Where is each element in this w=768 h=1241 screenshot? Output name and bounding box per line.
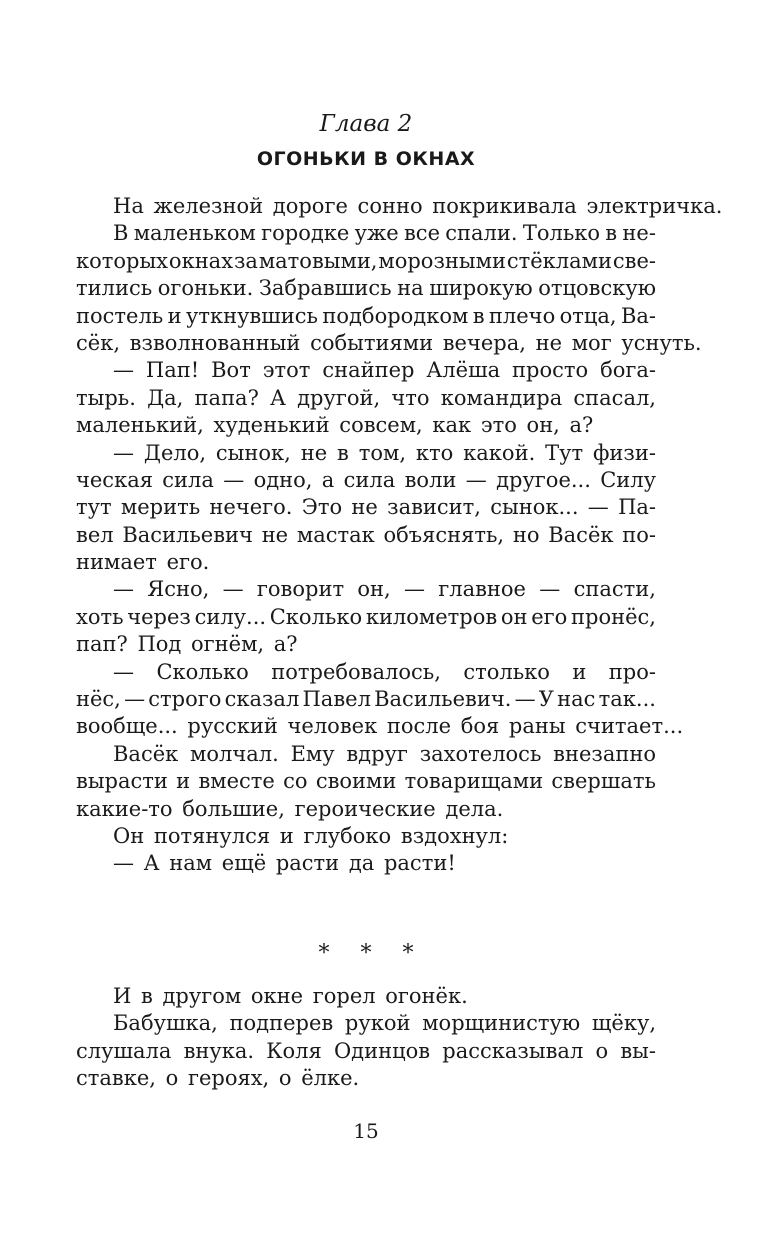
text-line: сёк, взволнованный событиями вечера, не мог уснуть. — [76, 330, 702, 355]
text-line: ческая сила — одно, а сила воли — другое... Силу — [76, 467, 656, 492]
text-line: Васёк молчал. Ему вдруг захотелось внезапно — [113, 741, 656, 766]
text-line: хоть через силу... Сколько километров он его пронёс, — [76, 604, 656, 629]
text-line: пап? Под огнём, а? — [76, 632, 298, 657]
book-page — [76, 0, 723, 1241]
body-text-section-2 — [76, 983, 656, 1093]
text-line: — Ясно, — говорит он, — главное — спасти, — [113, 577, 656, 602]
text-line: — Пап! Вот этот снайпер Алёша просто бога- — [113, 358, 656, 383]
text-line: Он потянулся и глубоко вздохнул: — [113, 823, 509, 848]
text-line: Бабушка, подперев рукой морщинистую щёку, — [113, 1011, 656, 1036]
text-line: тут мерить нечего. Это не зависит, сынок... — Па- — [76, 495, 656, 520]
chapter-title: ОГОНЬКИ В ОКНАХ — [256, 148, 476, 170]
text-line: нёс, — строго сказал Павел Васильевич. — У нас так... — [76, 687, 656, 712]
body-text-section-1 — [76, 193, 723, 878]
text-line: В маленьком городке уже все спали. Только в не- — [113, 221, 656, 246]
text-line: вырасти и вместе со своими товарищами свершать — [76, 769, 656, 794]
text-line: тырь. Да, папа? А другой, что командира спасал, — [76, 385, 656, 410]
chapter-label: Глава 2 — [319, 111, 413, 137]
text-line: ставке, о героях, о ёлке. — [76, 1066, 360, 1091]
text-line: — Сколько потребовалось, столько и про- — [113, 659, 656, 684]
text-line: постель и уткнувшись подбородком в плечо отца, Ва- — [76, 303, 656, 328]
text-line: тились огоньки. Забравшись на широкую отцовскую — [76, 276, 656, 301]
text-line: — А нам ещё расти да расти! — [113, 851, 456, 876]
text-line: вообще... русский человек после боя раны считает... — [76, 714, 684, 739]
text-line: — Дело, сынок, не в том, кто какой. Тут физи- — [113, 440, 656, 465]
text-line: нимает его. — [76, 550, 210, 575]
text-line: какие-то большие, героические дела. — [76, 796, 504, 821]
text-line: маленький, худенький совсем, как это он, а? — [76, 413, 594, 438]
page-number: 15 — [353, 1119, 379, 1143]
section-separator: * * * — [318, 941, 426, 966]
text-line: которых окнах за матовыми, морозными стёклами све- — [76, 248, 656, 273]
text-line: слушала внука. Коля Одинцов рассказывал о вы- — [76, 1038, 656, 1063]
text-line: И в другом окне горел огонёк. — [113, 984, 468, 1008]
text-line: вел Васильевич не мастак объяснять, но Васёк по- — [76, 522, 656, 547]
text-line: На железной дороге сонно покрикивала электричка. — [113, 194, 723, 218]
